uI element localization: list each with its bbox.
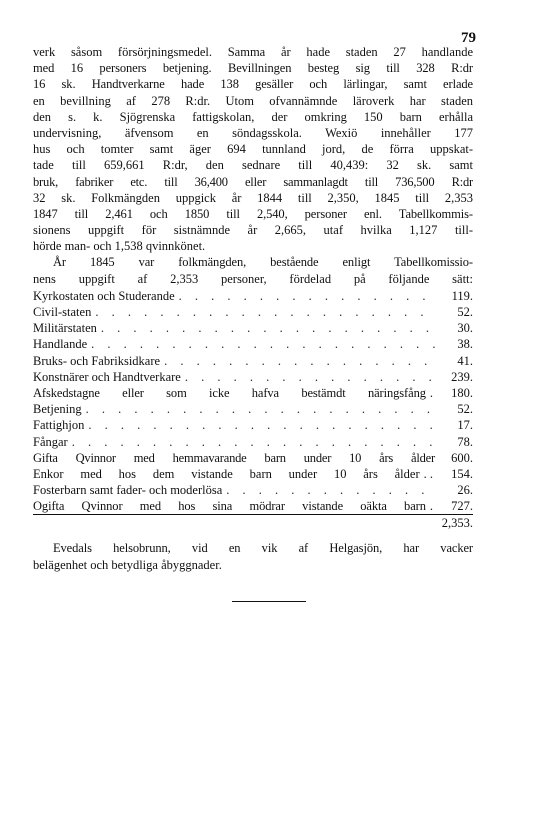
dot-leader xyxy=(91,336,435,352)
census-row xyxy=(33,320,473,336)
text-line: hörde man- och 1,538 qvinnkönet. xyxy=(33,239,206,254)
text-line: tade till 659,661 R:dr, den sednare till 40,439: 32 sk. samt xyxy=(33,158,473,173)
census-row-separator: . xyxy=(429,385,433,400)
text-line: hus och tomter samt äger 694 tunnland jord, de förra uppskat- xyxy=(33,142,473,157)
text-line: År 1845 var folkmängden, bestående enligt Tabellkomissio- xyxy=(53,255,473,270)
census-row-label: Betjening xyxy=(33,402,82,417)
census-row-value: 180. xyxy=(451,385,473,400)
census-row-label: Civil-staten xyxy=(33,305,92,319)
text-line: Evedals helsobrunn, vid en vik af Helgasjön, har vacker xyxy=(53,541,473,556)
census-row-value: 30. xyxy=(457,321,473,336)
census-row xyxy=(33,336,473,352)
census-total: 2,353. xyxy=(441,516,473,531)
dot-leader xyxy=(101,320,435,336)
census-row-label: Konstnärer och Handtverkare xyxy=(33,369,181,384)
census-row xyxy=(33,401,473,417)
census-row-value: 52. xyxy=(457,402,473,417)
census-row-value: 119. xyxy=(451,288,473,303)
census-row xyxy=(33,434,473,450)
census-row-separator: . . xyxy=(423,466,433,481)
section-divider xyxy=(232,601,306,602)
census-row-value: 154. xyxy=(451,466,473,481)
text-line: undervisning, äfvensom en söndagsskola. Wexiö innehåller 177 xyxy=(33,125,473,140)
census-row-value: 17. xyxy=(457,418,473,433)
census-row xyxy=(33,288,473,304)
census-row-label: Handlande xyxy=(33,337,88,352)
census-row xyxy=(33,498,473,515)
census-row xyxy=(33,304,473,320)
dot-leader xyxy=(88,417,435,433)
census-row-label: Fosterbarn samt fader- och moderlösa xyxy=(33,483,223,498)
census-row xyxy=(33,417,473,433)
dot-leader xyxy=(72,434,435,450)
census-intro-paragraph xyxy=(33,254,473,286)
census-row-separator: . xyxy=(429,499,433,514)
census-row xyxy=(33,353,473,369)
text-line: sionens uppgift för sistnämnde år 2,665, utaf hvilka 1,127 till- xyxy=(33,223,473,238)
text-line: en bevillning af 278 R:dr. Utom ofvannämnde läroverk har staden xyxy=(33,93,473,108)
census-row-label: Ogifta Qvinnor med hos sina mödrar vistande oäkta barn xyxy=(33,499,426,514)
text-line: den s. k. Sjögrenska fattigskolan, der omkring 150 barn erhålla xyxy=(33,109,473,124)
census-row-value: 41. xyxy=(457,353,473,368)
census-row-label: Gifta Qvinnor med hemmavarande barn under 10 års ålder xyxy=(33,450,435,465)
census-row-label: Fattighjon xyxy=(33,418,85,433)
text-line: bruk, fabriker etc. till 36,400 eller sammanlagdt till 736,500 R:dr xyxy=(33,174,473,189)
census-row-value: 78. xyxy=(457,434,473,449)
census-row-label: Afskedstagne eller som icke hafva bestämdt näringsfång xyxy=(33,385,426,400)
town-description-paragraph xyxy=(33,44,473,254)
census-row xyxy=(33,450,473,466)
dot-leader xyxy=(95,304,435,320)
census-row-value: 26. xyxy=(457,483,473,498)
dot-leader xyxy=(86,401,435,417)
dot-leader xyxy=(179,288,435,304)
dot-leader xyxy=(226,482,435,498)
census-row-value: 239. xyxy=(451,369,473,384)
census-row xyxy=(33,482,473,498)
text-line: nens uppgift af 2,353 personer, fördelad på följande sätt: xyxy=(33,271,473,286)
census-row xyxy=(33,385,473,401)
text-line: 16 sk. Handtverkarne hade 138 gesäller och lärlingar, samt erlade xyxy=(33,77,473,92)
text-line: 32 sk. Folkmängden uppgick år 1844 till 2,350, 1845 till 2,353 xyxy=(33,190,473,205)
text-line: 1847 till 2,461 och 1850 till 2,540, personer enl. Tabellkommis- xyxy=(33,206,473,221)
census-row xyxy=(33,369,473,385)
closing-paragraph xyxy=(33,540,473,572)
census-row-value: 52. xyxy=(457,305,473,319)
census-row-label: Fångar xyxy=(33,434,68,449)
census-row-value: 600. xyxy=(451,450,473,465)
census-total-row xyxy=(33,515,473,533)
dot-leader xyxy=(185,369,435,385)
census-row-label: Militärstaten xyxy=(33,321,97,336)
census-row-label: Bruks- och Fabriksidkare xyxy=(33,353,161,368)
body-text xyxy=(33,44,473,573)
text-line: med 16 personers betjening. Bevillningen besteg sig till 328 R:dr xyxy=(33,61,473,76)
census-table xyxy=(33,288,473,534)
census-row-value: 727. xyxy=(451,499,473,514)
page-number: 79 xyxy=(461,30,476,46)
census-row-value: 38. xyxy=(457,337,473,352)
census-row-label: Kyrkostaten och Studerande xyxy=(33,288,175,303)
dot-leader xyxy=(164,353,435,369)
census-row-label: Enkor med hos dem vistande barn under 10 års ålder xyxy=(33,466,420,481)
text-line: belägenhet och betydliga åbyggnader. xyxy=(33,557,222,572)
text-line: verk såsom försörjningsmedel. Samma år hade staden 27 handlande xyxy=(33,45,473,59)
census-row xyxy=(33,466,473,482)
